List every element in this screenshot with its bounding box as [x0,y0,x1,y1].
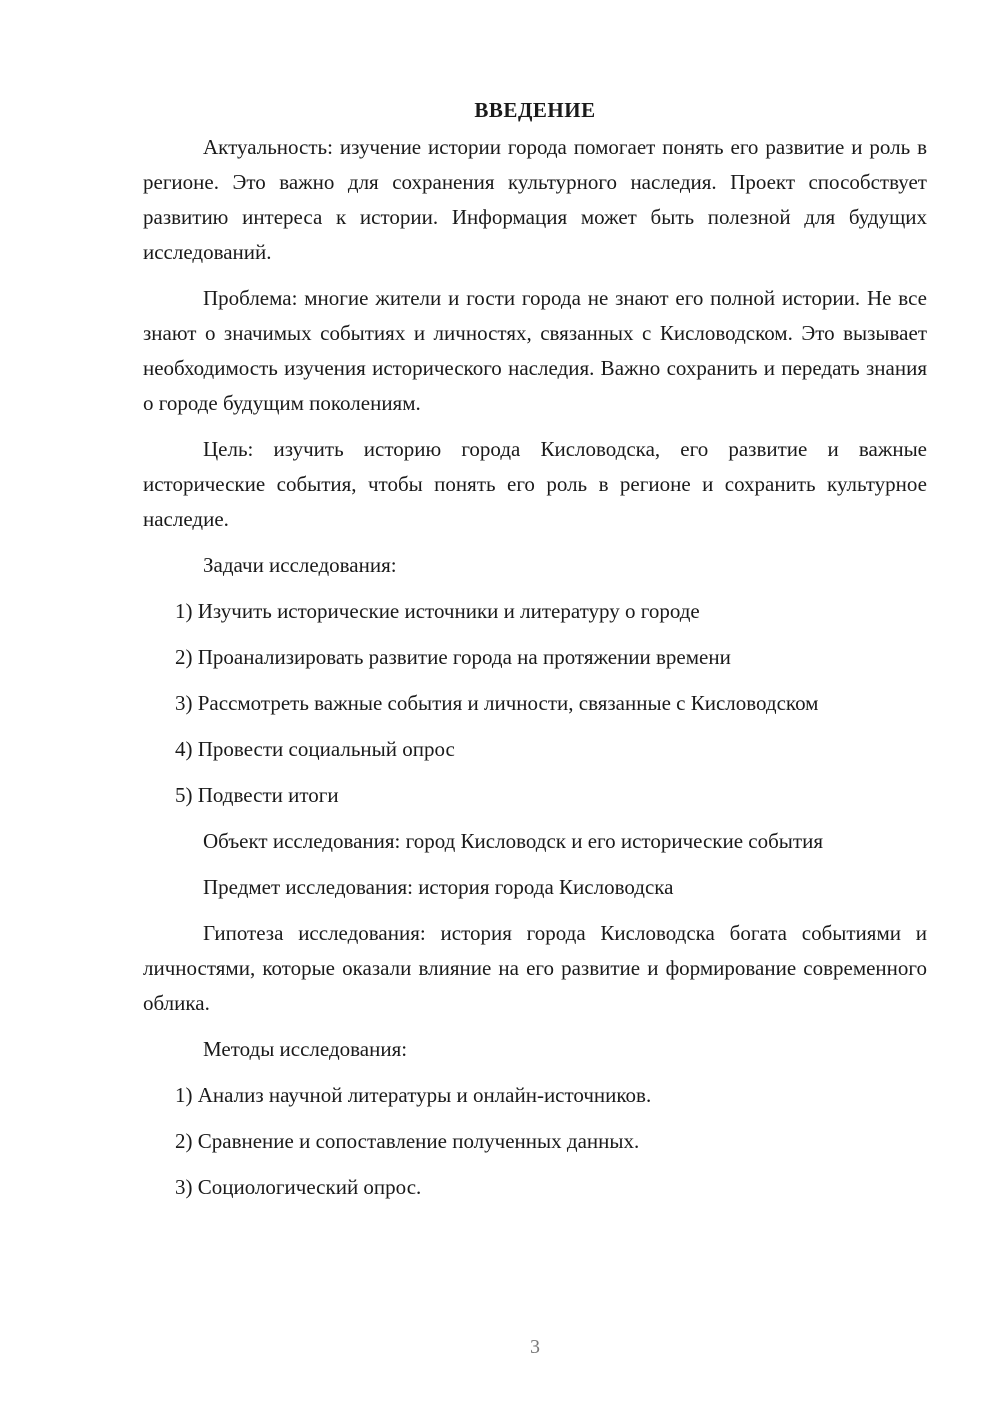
methods-heading: Методы исследования: [203,1037,408,1061]
task-item-2: 2) Проанализировать развитие города на протяжении времени [175,645,731,669]
page-number: 3 [530,1336,540,1358]
task-item-5: 5) Подвести итоги [175,783,339,807]
method-item-1: 1) Анализ научной литературы и онлайн-источников. [175,1083,652,1107]
object-paragraph: Объект исследования: город Кисловодск и его исторические события [203,829,823,853]
section-title: ВВЕДЕНИЕ [474,98,596,122]
subject-paragraph: Предмет исследования: история города Кисловодска [203,875,674,899]
relevance-paragraph: Актуальность: изучение истории города помогает понять его развитие и роль в регионе. Это важно для сохранения культурного наследия. Проект способствует развитию интереса к истории. Информация может быть полезной для будущих исследований. [143,135,927,264]
page-content [143,93,927,1216]
hypothesis-paragraph: Гипотеза исследования: история города Кисловодска богата событиями и личностями, которые оказали влияние на его развитие и формирование современного облика. [143,921,927,1015]
method-item-2: 2) Сравнение и сопоставление полученных данных. [175,1129,640,1153]
problem-paragraph: Проблема: многие жители и гости города не знают его полной истории. Не все знают о значимых событиях и личностях, связанных с Кисловодском. Это вызывает необходимость изучения исторического наследия. Важно сохранить и передать знания о городе будущим поколениям. [143,286,927,415]
task-item-4: 4) Провести социальный опрос [175,737,455,761]
task-item-3: 3) Рассмотреть важные события и личности, связанные с Кисловодском [175,691,819,715]
tasks-heading: Задачи исследования: [203,553,397,577]
goal-paragraph: Цель: изучить историю города Кисловодска, его развитие и важные исторические события, чтобы понять его роль в регионе и сохранить культурное наследие. [143,437,927,531]
task-item-1: 1) Изучить исторические источники и литературу о городе [175,599,700,623]
method-item-3: 3) Социологический опрос. [175,1175,422,1199]
